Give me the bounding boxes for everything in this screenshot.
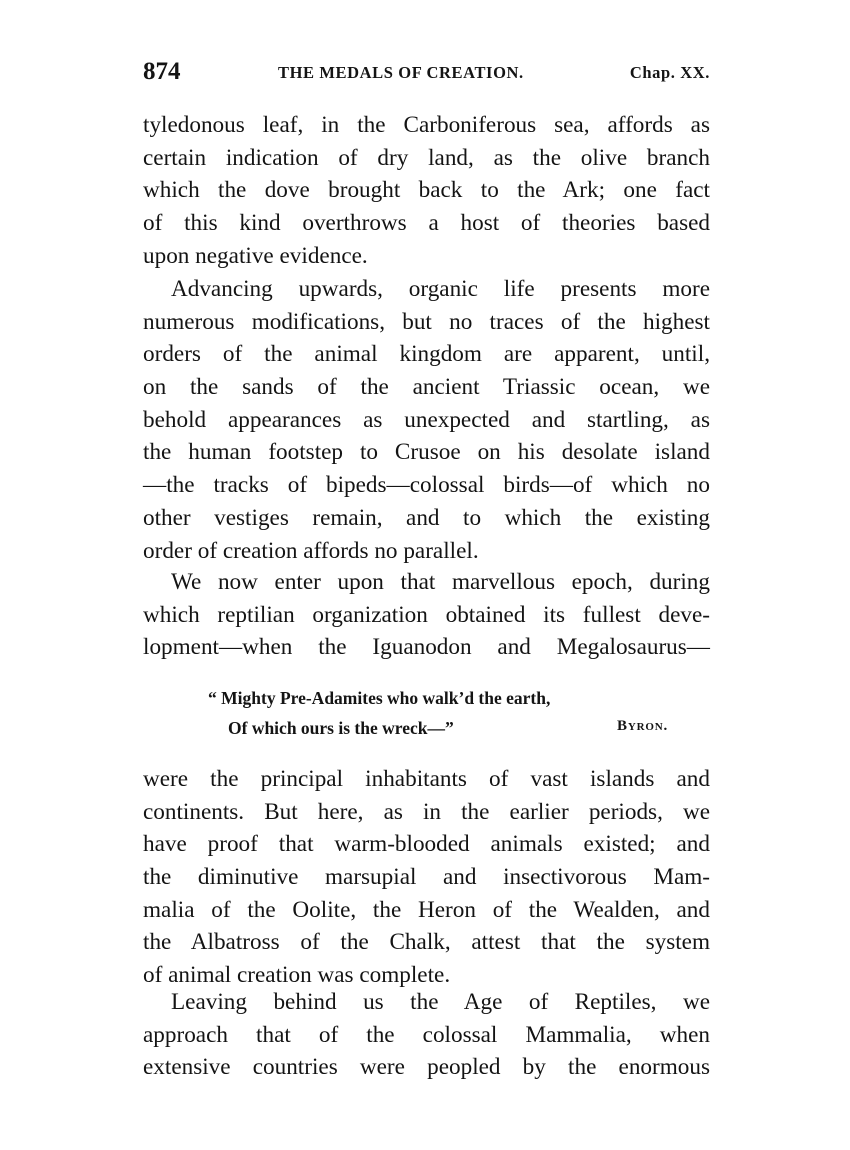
text-line: certain indication of dry land, as the olive branch [143, 144, 710, 171]
text-line: the human footstep to Crusoe on his desolate island [143, 439, 710, 466]
quote-attribution: Byron. [617, 718, 668, 734]
verse-quotation [208, 683, 668, 743]
text-line: tyledonous leaf, in the Carboniferous sea, affords as [143, 112, 710, 138]
paragraph-3 [143, 566, 710, 664]
running-title: THE MEDALS OF CREATION. [278, 63, 524, 82]
text-line: were the principal inhabitants of vast islands and [143, 766, 710, 792]
text-line: approach that of the colossal Mammalia, when [143, 1021, 710, 1048]
paragraph-1 [143, 109, 710, 272]
paragraph-5 [143, 986, 710, 1084]
text-line: other vestiges remain, and to which the existing [143, 504, 710, 531]
text-line: on the sands of the ancient Triassic ocean, we [143, 374, 710, 401]
text-line: —the tracks of bipeds—colossal birds—of which no [143, 472, 710, 499]
text-line: orders of the animal kingdom are apparent, until, [143, 341, 710, 368]
paragraph-2 [143, 273, 710, 567]
text-line: which the dove brought back to the Ark; one fact [143, 177, 710, 204]
text-line: which reptilian organization obtained its fullest deve- [143, 601, 710, 628]
text-line: of this kind overthrows a host of theories based [143, 210, 710, 237]
text-line: the Albatross of the Chalk, attest that the system [143, 929, 710, 956]
text-line: upon negative evidence. [143, 242, 368, 269]
text-line: Advancing upwards, organic life presents more [171, 276, 710, 302]
text-line: We now enter upon that marvellous epoch, during [171, 569, 710, 595]
text-line: the diminutive marsupial and insectivorous Mam- [143, 864, 710, 891]
text-line: numerous modifications, but no traces of the highest [143, 308, 710, 335]
chapter-label: Chap. XX. [629, 63, 710, 82]
text-line: malia of the Oolite, the Heron of the Wealden, and [143, 896, 710, 923]
text-line: lopment—when the Iguanodon and Megalosaurus— [143, 634, 710, 661]
quote-line: Of which ours is the wreck—” [228, 718, 454, 738]
text-line: behold appearances as unexpected and startling, as [143, 406, 710, 433]
text-line: have proof that warm-blooded animals existed; and [143, 831, 710, 858]
text-line: order of creation affords no parallel. [143, 537, 479, 564]
running-header [143, 58, 710, 88]
text-line: continents. But here, as in the earlier periods, we [143, 798, 710, 825]
text-line: Leaving behind us the Age of Reptiles, we [171, 989, 710, 1015]
text-line: of animal creation was complete. [143, 962, 451, 989]
page-number: 874 [143, 58, 181, 85]
text-line: extensive countries were peopled by the enormous [143, 1054, 710, 1081]
paragraph-4 [143, 763, 710, 992]
quote-line: “ Mighty Pre-Adamites who walk’d the earth, [208, 688, 551, 708]
